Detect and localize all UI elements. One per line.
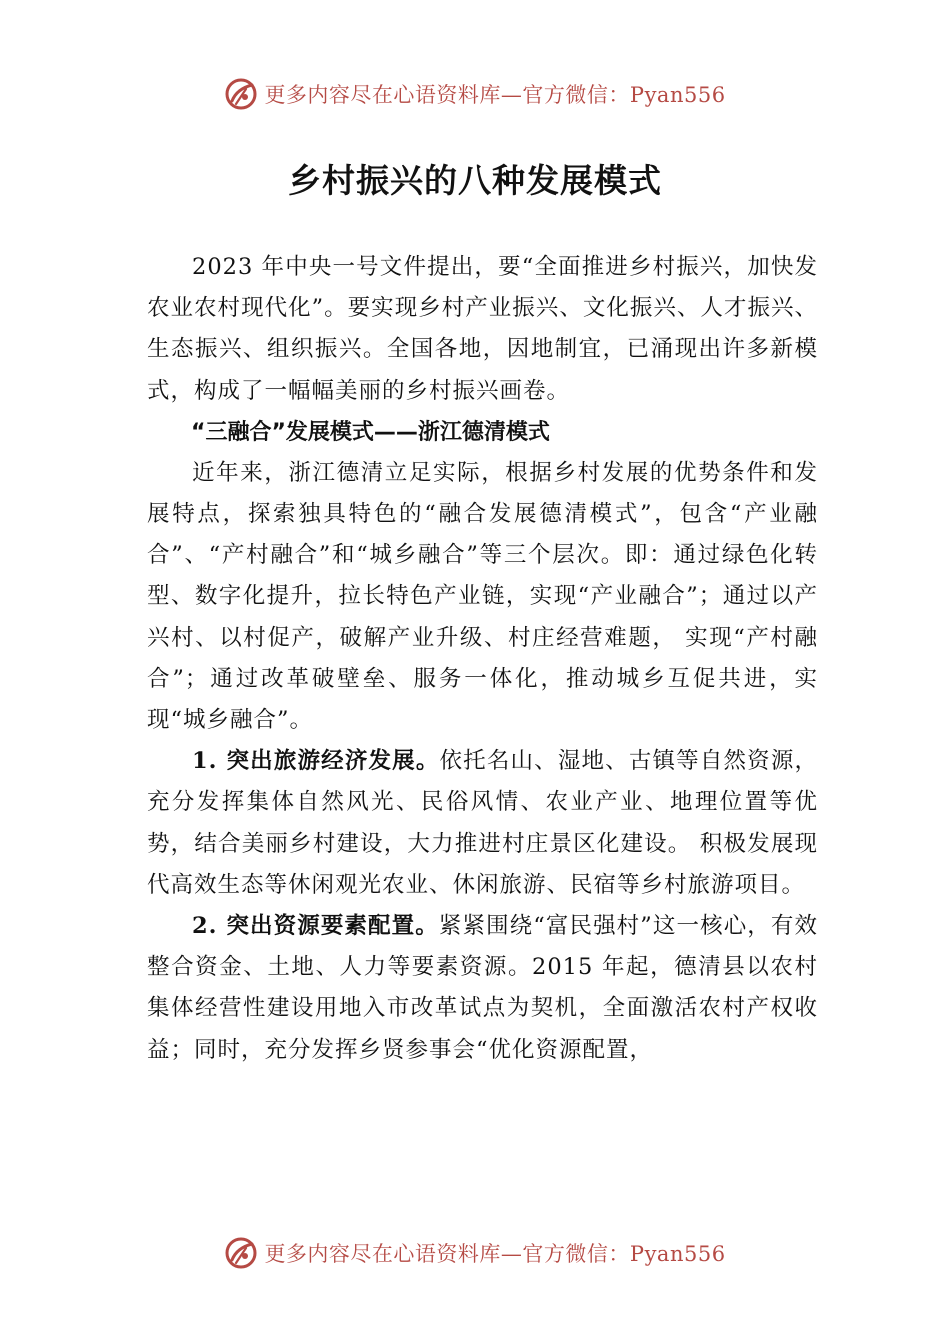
list-item-text: 依托名山、湿地、古镇等自然资源，充分发挥集体自然风光、民俗风情、农业产业、地理位置等优势，结合美丽乡村建设，大力推进村庄景区化建设。 积极发展现代高效生态等休闲观光农业、休闲旅游、民宿等乡村旅游项目。 [147,748,818,898]
banner-text: 更多内容尽在心语资料库—官方微信：Pyan556 [264,1242,726,1266]
list-item [147,906,818,1071]
list-item-lead: 1. 突出旅游经济发展。 [192,748,440,775]
header-banner [0,74,950,114]
list-item-lead: 2. 突出资源要素配置。 [192,913,439,940]
section-heading: “三融合”发展模式——浙江德清模式 [191,419,550,445]
document-body [147,247,818,1071]
circular-seal-logo-icon [224,1236,258,1270]
section-paragraph: 近年来，浙江德清立足实际，根据乡村发展的优势条件和发展特点，探索独具特色的“融合发展德清模式”，包含“产业融合”、“产村融合”和“城乡融合”等三个层次。即：通过绿色化转型、数字化提升，拉长特色产业链，实现“产业融合”；通过以产兴村、以村促产，破解产业升级、村庄经营难题， 实现“产村融合”；通过改革破壁垒、服务一体化，推动城乡互促共进，实现“城乡融合”。 [147,459,818,734]
banner-text: 更多内容尽在心语资料库—官方微信：Pyan556 [264,83,726,107]
circular-seal-logo-icon [224,77,258,111]
list-item [147,741,818,906]
footer-banner [0,1233,950,1273]
intro-paragraph: 2023 年中央一号文件提出，要“全面推进乡村振兴，加快发农业农村现代化”。要实现乡村产业振兴、文化振兴、人才振兴、生态振兴、组织振兴。全国各地，因地制宜，已涌现出许多新模式，构成了一幅幅美丽的乡村振兴画卷。 [147,254,818,404]
page-title: 乡村振兴的八种发展模式 [288,161,662,200]
list-item-text: 紧紧围绕“富民强村”这一核心，有效整合资金、土地、人力等要素资源。2015 年起，德清县以农村集体经营性建设用地入市改革试点为契机，全面激活农村产权收益；同时，充分发挥乡贤参事会“优化资源配置， [147,913,819,1063]
